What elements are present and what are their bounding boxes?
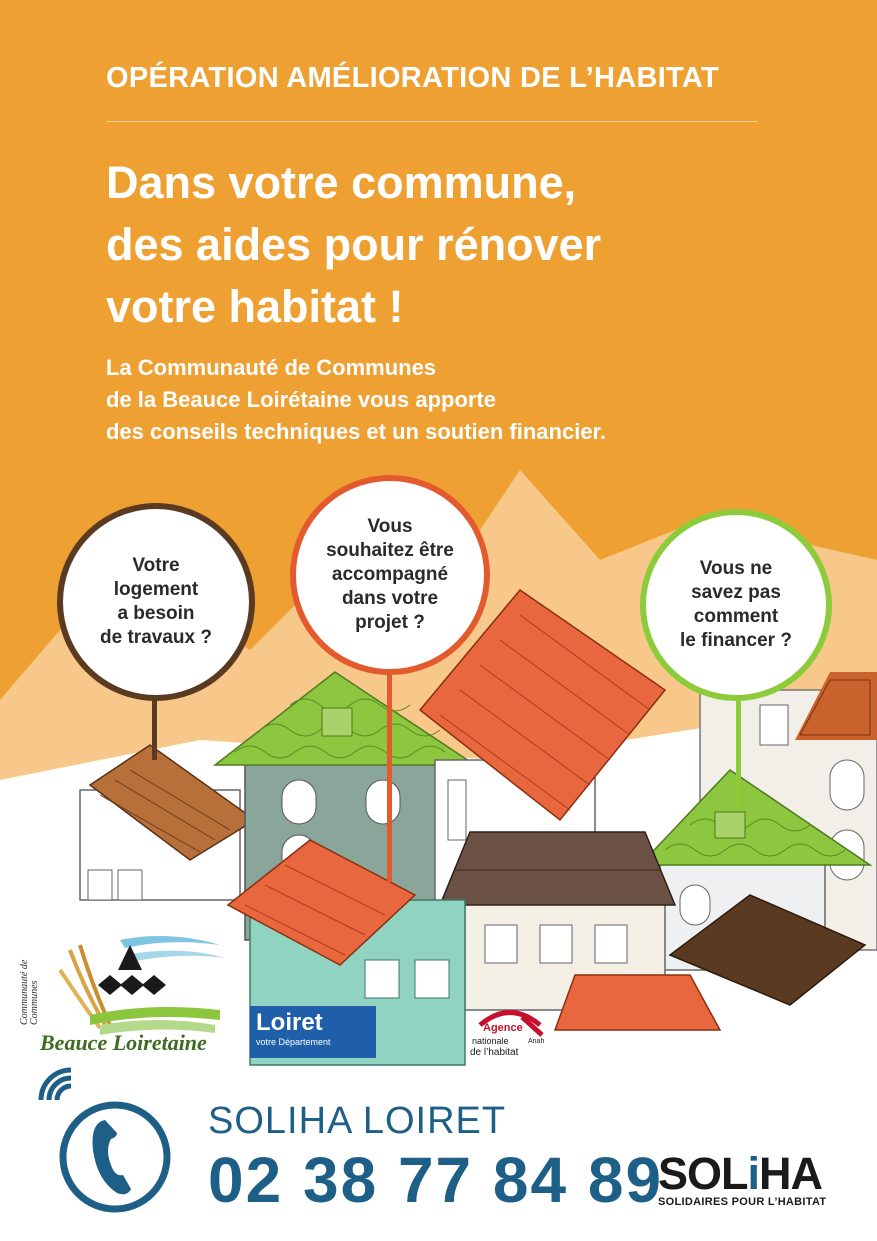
bubble-line: accompagné — [331, 564, 449, 585]
intro-text — [106, 352, 826, 448]
question-bubble-accompagne — [290, 475, 490, 675]
bubble-line: comment — [693, 606, 779, 627]
loiret-logo — [250, 1006, 376, 1058]
question-bubble-travaux — [57, 503, 255, 701]
bubble-line: projet ? — [355, 612, 425, 633]
headline-line: votre habitat ! — [106, 281, 404, 332]
soliha-logo-part: HA — [759, 1148, 823, 1199]
bubble-line: a besoin — [117, 603, 195, 624]
anah-badge: Anah — [528, 1038, 545, 1045]
headline-line: Dans votre commune, — [106, 157, 577, 208]
bubble-line: de travaux ? — [100, 627, 212, 648]
ccbl-vertical-label: Communauté de Communes — [19, 959, 40, 1025]
phone-icon — [35, 1065, 175, 1215]
soliha-tagline: SOLIDAIRES POUR L’HABITAT — [658, 1196, 827, 1208]
bubble-line: savez pas — [691, 582, 781, 603]
headline-line: des aides pour rénover — [106, 219, 602, 270]
soliha-loiret-label: SOLIHA LOIRET — [208, 1100, 507, 1142]
bubble-line: logement — [113, 579, 199, 600]
bubble-line: souhaitez être — [326, 540, 454, 561]
kicker-title: OPÉRATION AMÉLIORATION DE L’HABITAT — [106, 62, 720, 94]
ccbl-name: Beauce Loiretaine — [40, 1030, 207, 1055]
bubble-line: Vous — [367, 516, 413, 537]
phone-number[interactable]: 02 38 77 84 89 — [208, 1144, 664, 1216]
loiret-name: Loiret — [256, 1009, 323, 1036]
divider — [106, 121, 758, 122]
anah-line1: Agence — [483, 1022, 523, 1034]
intro-line: La Communauté de Communes — [106, 355, 437, 380]
intro-line: de la Beauce Loirétaine vous apporte — [106, 387, 497, 412]
soliha-logo-i: i — [747, 1148, 760, 1199]
bubble-line: dans votre — [341, 588, 439, 609]
anah-line2: nationale — [472, 1036, 509, 1046]
bubble-line: Vous ne — [699, 558, 773, 579]
anah-line3: de l’habitat — [470, 1047, 519, 1058]
question-bubble-financer — [640, 509, 832, 701]
bubble-line: Votre — [132, 555, 180, 576]
headline — [106, 152, 806, 338]
bubble-line: le financer ? — [680, 630, 792, 651]
loiret-subtitle: votre Département — [256, 1037, 331, 1047]
soliha-logo-part: SOL — [658, 1148, 748, 1199]
soliha-logo — [658, 1150, 822, 1198]
intro-line: des conseils techniques et un soutien financier. — [106, 419, 607, 444]
